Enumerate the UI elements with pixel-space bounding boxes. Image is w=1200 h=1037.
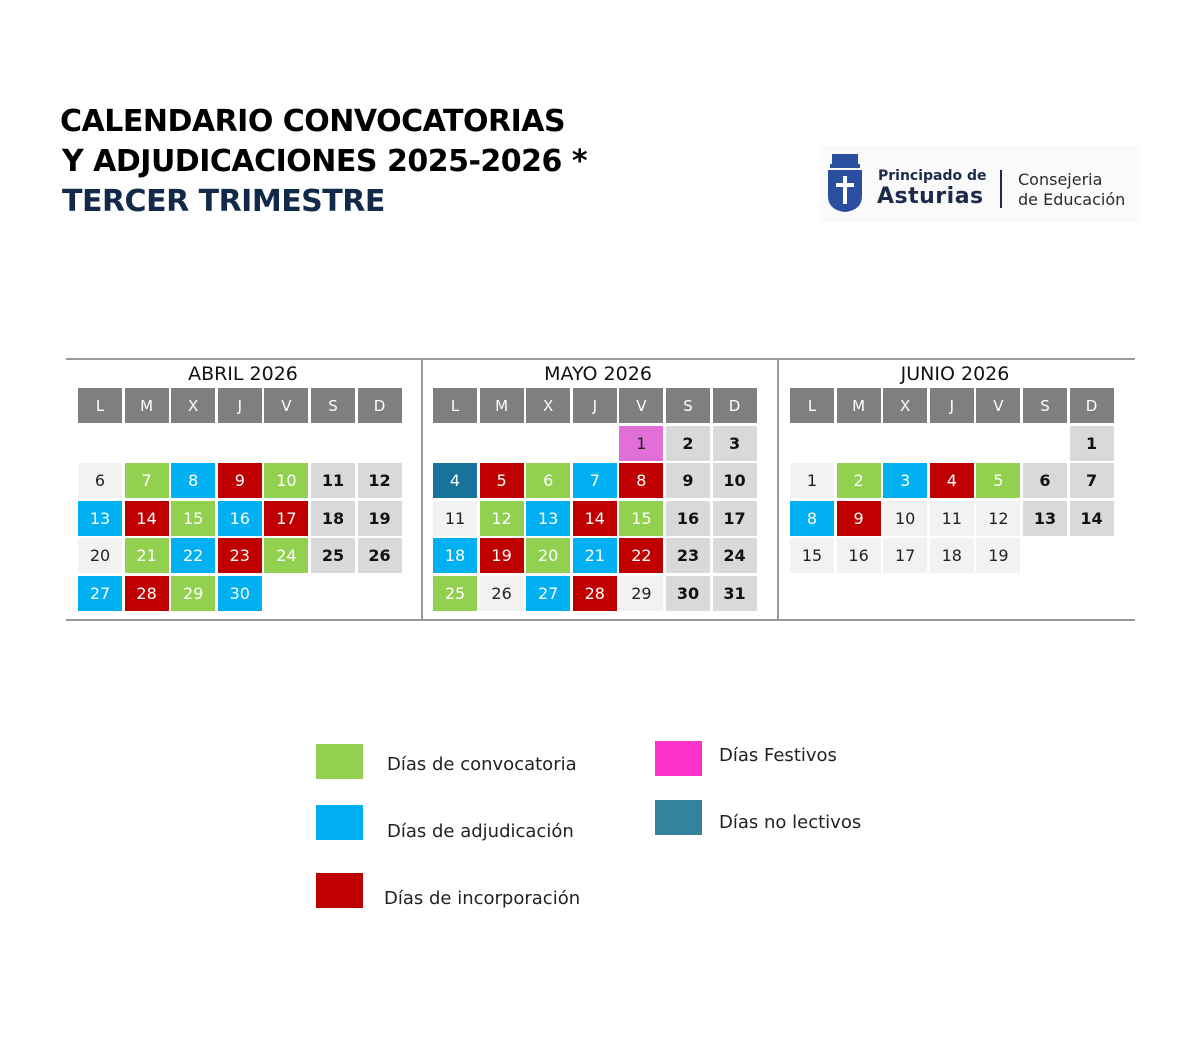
day-cell: 17 [883,538,927,573]
weekday-header: S [311,388,355,423]
empty-cell [171,426,215,461]
empty-cell [1023,426,1067,461]
empty-cell [837,426,881,461]
day-cell: 29 [619,576,663,611]
day-cell: 8 [619,463,663,498]
day-cell: 23 [666,538,710,573]
day-cell: 31 [713,576,757,611]
day-cell: 10 [883,501,927,536]
calendar-divider-1 [421,360,423,620]
weekday-header: M [125,388,169,423]
weekday-header: J [573,388,617,423]
day-cell: 28 [573,576,617,611]
day-cell: 15 [171,501,215,536]
logo-asturias-text: Asturias [877,184,984,209]
day-cell: 12 [976,501,1020,536]
day-cell: 13 [78,501,122,536]
month-abril [78,360,408,611]
day-cell: 7 [125,463,169,498]
day-cell: 4 [930,463,974,498]
day-cell: 12 [358,463,402,498]
day-cell: 26 [358,538,402,573]
day-cell: 19 [976,538,1020,573]
day-cell: 11 [433,501,477,536]
month-title: JUNIO 2026 [900,363,1010,385]
month-grid [790,388,1120,573]
day-cell: 16 [666,501,710,536]
legend-swatch-adjudicacion [316,805,363,840]
day-cell: 20 [526,538,570,573]
day-cell: 6 [526,463,570,498]
day-cell: 6 [78,463,122,498]
empty-cell [790,426,834,461]
logo-principado-text: Principado de [878,168,987,184]
legend-label-convocatoria: Días de convocatoria [387,754,577,775]
legend-label-no-lectivos: Días no lectivos [719,812,862,833]
empty-cell [526,426,570,461]
legend-swatch-convocatoria [316,744,363,779]
weekday-header: S [1023,388,1067,423]
empty-cell [976,426,1020,461]
day-cell: 30 [666,576,710,611]
weekday-header: D [1070,388,1114,423]
month-grid [433,388,763,611]
weekday-header: D [358,388,402,423]
day-cell: 9 [218,463,262,498]
day-cell: 25 [433,576,477,611]
month-mayo [433,360,763,611]
day-cell: 14 [125,501,169,536]
day-cell: 12 [480,501,524,536]
day-cell: 16 [218,501,262,536]
day-cell: 18 [433,538,477,573]
day-cell: 5 [480,463,524,498]
day-cell: 10 [713,463,757,498]
logo-divider [1000,170,1002,208]
day-cell: 11 [930,501,974,536]
calendar-bottom-border [66,619,1135,621]
day-cell: 23 [218,538,262,573]
day-cell: 13 [1023,501,1067,536]
logo-educacion-text: de Educación [1018,190,1126,209]
day-cell: 19 [358,501,402,536]
day-cell: 4 [433,463,477,498]
day-cell: 25 [311,538,355,573]
legend-swatch-festivos [655,741,702,776]
day-cell: 6 [1023,463,1067,498]
weekday-header: M [837,388,881,423]
day-cell: 3 [713,426,757,461]
empty-cell [573,426,617,461]
day-cell: 16 [837,538,881,573]
weekday-header: J [930,388,974,423]
weekday-header: J [218,388,262,423]
weekday-header: X [883,388,927,423]
day-cell: 9 [837,501,881,536]
day-cell: 1 [790,463,834,498]
day-cell: 11 [311,463,355,498]
day-cell: 7 [573,463,617,498]
empty-cell [125,426,169,461]
day-cell: 15 [619,501,663,536]
month-title: MAYO 2026 [544,363,652,385]
day-cell: 14 [573,501,617,536]
empty-cell [480,426,524,461]
empty-cell [264,426,308,461]
day-cell: 17 [713,501,757,536]
weekday-header: S [666,388,710,423]
legend-swatch-incorporacion [316,873,363,908]
day-cell: 27 [526,576,570,611]
day-cell: 8 [171,463,215,498]
month-junio [790,360,1120,573]
empty-cell [358,426,402,461]
day-cell: 19 [480,538,524,573]
weekday-header: V [976,388,1020,423]
day-cell: 13 [526,501,570,536]
day-cell: 15 [790,538,834,573]
day-cell: 24 [713,538,757,573]
title-line-2: Y ADJUDICACIONES 2025-2026 * [62,144,588,179]
day-cell: 29 [171,576,215,611]
day-cell: 9 [666,463,710,498]
empty-cell [433,426,477,461]
legend-label-festivos: Días Festivos [719,745,837,766]
legend-label-adjudicacion: Días de adjudicación [387,821,574,842]
day-cell: 1 [1070,426,1114,461]
empty-cell [218,426,262,461]
day-cell: 24 [264,538,308,573]
day-cell: 5 [976,463,1020,498]
empty-cell [78,426,122,461]
day-cell: 21 [573,538,617,573]
legend-swatch-no-lectivos [655,800,702,835]
month-grid [78,388,408,611]
day-cell: 22 [619,538,663,573]
subtitle-trimester: TERCER TRIMESTRE [62,184,385,219]
calendar-divider-2 [777,360,779,620]
day-cell: 7 [1070,463,1114,498]
weekday-header: M [480,388,524,423]
empty-cell [883,426,927,461]
legend-label-incorporacion: Días de incorporación [384,888,581,909]
weekday-header: V [619,388,663,423]
day-cell: 1 [619,426,663,461]
logo-consejeria-text: Consejeria [1018,170,1103,189]
title-line-1: CALENDARIO CONVOCATORIAS [60,104,566,139]
day-cell: 18 [311,501,355,536]
day-cell: 17 [264,501,308,536]
day-cell: 2 [666,426,710,461]
weekday-header: L [433,388,477,423]
day-cell: 2 [837,463,881,498]
day-cell: 28 [125,576,169,611]
empty-cell [311,426,355,461]
day-cell: 26 [480,576,524,611]
day-cell: 18 [930,538,974,573]
empty-cell [930,426,974,461]
weekday-header: X [171,388,215,423]
weekday-header: L [790,388,834,423]
day-cell: 10 [264,463,308,498]
asturias-shield-icon [824,152,866,214]
weekday-header: V [264,388,308,423]
month-title: ABRIL 2026 [188,363,298,385]
day-cell: 20 [78,538,122,573]
day-cell: 8 [790,501,834,536]
day-cell: 21 [125,538,169,573]
day-cell: 22 [171,538,215,573]
weekday-header: L [78,388,122,423]
weekday-header: X [526,388,570,423]
day-cell: 27 [78,576,122,611]
day-cell: 14 [1070,501,1114,536]
day-cell: 3 [883,463,927,498]
weekday-header: D [713,388,757,423]
day-cell: 30 [218,576,262,611]
principado-asturias-logo [820,146,1140,222]
